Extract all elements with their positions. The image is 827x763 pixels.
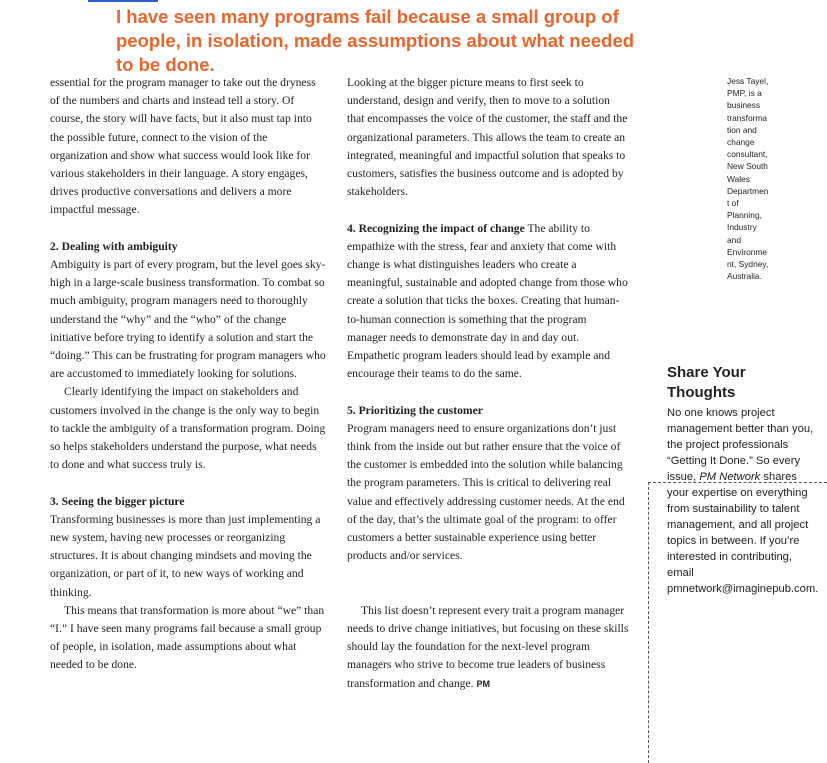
bigger-picture-paragraph-1: Transforming businesses is more than just implementing a new system, having new processes or reorganizing structures. It is about changing mindsets and moving the organization, or part of it, to new ways of working and thinking. (50, 512, 321, 599)
pull-quote: I have seen many programs fail because a small group of people, in isolation, made assumptions about what needed to be done. (116, 6, 635, 75)
ambiguity-paragraph-1: Ambiguity is part of every program, but the level goes sky-high in a large-scale business transformation. To combat so much ambiguity, program managers need to thoroughly understand the “why” and the “who” of the change initiative before trying to identify a solution and start the “doing.” This can be frustrating for program managers who are accustomed to immediately looking for solutions. (50, 258, 326, 381)
section-heading-bigger-picture: 3. Seeing the bigger picture (50, 494, 185, 508)
article-column-middle (347, 74, 629, 693)
share-thoughts-box (667, 363, 819, 597)
top-accent-line (88, 0, 158, 2)
article-column-left (50, 74, 326, 675)
share-text-part-1: No one knows project management better than you, the project professionals “Getting It Done.” So every issue, (667, 407, 814, 483)
dashed-border-top (648, 482, 827, 483)
section-heading-customer: 5. Prioritizing the customer (347, 403, 483, 417)
impact-of-change-paragraph: The ability to empathize with the stress, fear and anxiety that come with change is what distinguishes leaders who create a meaningful, sustainable and adopted change from those who create a solution that ticks the boxes. Creating that human-to-human connection is something that the program manager needs to demonstrate day in and day out. Empathetic program leaders should lead by example and encourage their teams to do the same. (347, 221, 628, 381)
magazine-name: PM Network (699, 471, 761, 483)
ambiguity-paragraph-2: Clearly identifying the impact on stakeholders and customers involved in the change is the only way to begin to tackle the ambiguity of a transformation program. Doing so helps stakeholders understand the purpose, what needs to done and what success truly is. (50, 385, 326, 472)
section-heading-impact-of-change: 4. Recognizing the impact of change (347, 221, 525, 235)
customer-paragraph: Program managers need to ensure organizations don’t just think from the inside out but rather ensure that the voice of the customer is embedded into the solution while balancing the program parameters. This is critical to delivering real value and effectively addressing customer needs. At the end of the day, that’s the ultimate goal of the program: to offer customers a better sustainable experience using better products and/or services. (347, 421, 625, 563)
section-heading-ambiguity: 2. Dealing with ambiguity (50, 239, 178, 253)
dashed-border-left (648, 482, 649, 763)
impact-of-change-section (347, 220, 629, 384)
author-bio: Jess Tayel, PMP, is a business transformation and change consultant, New South Wales Department of Planning, Industry and Environment, Sydney, Australia. (727, 76, 769, 282)
intro-paragraph: essential for the program manager to take out the dryness of the numbers and charts and instead tell a story. Of course, the story will have facts, but it also must tap into the possible future, connect to the vision of the organization and show what success would look like for various stakeholders in their language. A story engages, drives productive conversations and delivers a more impactful message. (50, 76, 316, 217)
end-mark: PM (476, 678, 490, 689)
bigger-picture-paragraph-2: This means that transformation is more about “we” than “I.” I have seen many programs fail because a small group of people, in isolation, made assumptions about what needed to be done. (50, 603, 325, 672)
share-thoughts-text (667, 405, 819, 597)
share-thoughts-title: Share Your Thoughts (667, 364, 746, 401)
share-text-part-2: shares your expertise on everything from sustainability to talent management, and all project topics in between. If you’re interested in contributing, email pmnetwork@imaginepub.com. (667, 471, 819, 595)
bigger-picture-paragraph-3: Looking at the bigger picture means to first seek to understand, design and verify, then to move to a solution that encompasses the voice of the customer, the staff and the organizational parameters. This allows the team to create an integrated, meaningful and impactful solution that speaks to customers, satisfies the business outcome and is adopted by stakeholders. (347, 76, 628, 199)
closing-paragraph (347, 602, 629, 693)
closing-text: This list doesn’t represent every trait a program manager needs to drive change initiatives, but focusing on these skills should lay the foundation for the next-level program managers who strive to become true leaders of business transformation and change. (347, 603, 629, 690)
